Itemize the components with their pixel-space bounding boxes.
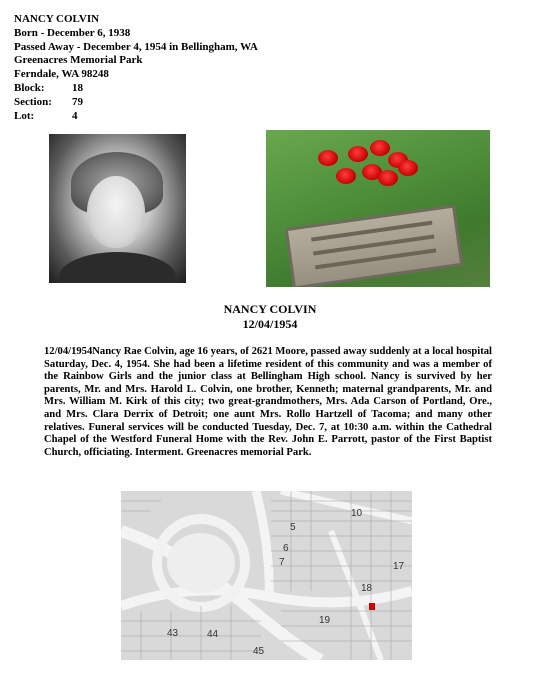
map-label-43: 43: [167, 628, 179, 639]
map-label-17: 17: [393, 561, 405, 572]
cemetery-name: Greenacres Memorial Park: [14, 54, 143, 67]
portrait-shoulders: [59, 252, 176, 283]
map-label-10: 10: [351, 508, 363, 519]
lot-value: 4: [72, 109, 78, 122]
obituary-date: 12/04/1954: [242, 317, 298, 331]
block-label: Block:: [14, 81, 45, 94]
rose-icon: [348, 146, 368, 162]
block-value: 18: [72, 81, 83, 94]
obituary-text: 12/04/1954Nancy Rae Colvin, age 16 years, of 2621 Moore, passed away suddenly at a local hospital Saturday, Dec. 4, 1954. She had been a lifetime resident of this community and was a member of the Rainbow Girls and the junior class at Bellingham High school. Nancy is survived by her parents, Mr. and Mrs. Harold L. Colvin, one brother, Kenneth; maternal grandparents, Mr. and Mrs. William M. Kirk of this city; two great-grandmothers, Mrs. Ada Carson of Portland, Ore., and Mrs. Clara Derrix of Detroit; one aunt Mrs. Rollo Hartzell of Tacoma; and many other relatives. Funeral services will be conducted Tuesday, Dec. 7, at 10:30 a.m. within the Cathedral Chapel of the Westford Funeral Home with the Rev. John E. Parrott, pastor of the First Baptist Church, officiating. Interment. Greenacres memorial Park.: [44, 346, 492, 458]
lot-label: Lot:: [14, 109, 35, 122]
section-value: 79: [72, 95, 83, 108]
grave-marker-photo: [266, 130, 490, 287]
cemetery-map: [121, 491, 412, 660]
map-label-44: 44: [207, 629, 219, 640]
map-label-45: 45: [253, 646, 265, 657]
map-label-7: 7: [279, 557, 285, 568]
header-info: [14, 13, 258, 123]
rose-icon: [378, 170, 398, 186]
rose-icon: [370, 140, 390, 156]
section-label: Section:: [14, 95, 52, 108]
cemetery-city: Ferndale, WA 98248: [14, 68, 109, 81]
rose-icon: [398, 160, 418, 176]
map-label-6: 6: [283, 543, 289, 554]
obituary-name: NANCY COLVIN: [223, 302, 317, 316]
portrait-face: [87, 176, 145, 248]
rose-icon: [318, 150, 338, 166]
grave-marker: [285, 204, 464, 287]
death-date: Passed Away - December 4, 1954 in Bellingham, WA: [14, 40, 258, 53]
map-label-5: 5: [290, 522, 296, 533]
cemetery-map-svg: [121, 491, 412, 660]
obituary-title: [0, 302, 540, 332]
lot-row: [14, 110, 258, 124]
deceased-name: NANCY COLVIN: [14, 13, 100, 25]
block-row: [14, 82, 258, 96]
portrait-photo: [49, 134, 186, 283]
grave-plot-marker: [369, 603, 375, 610]
map-label-18: 18: [361, 583, 373, 594]
map-label-19: 19: [319, 615, 331, 626]
rose-icon: [336, 168, 356, 184]
birth-date: Born - December 6, 1938: [14, 26, 131, 39]
section-row: [14, 96, 258, 110]
